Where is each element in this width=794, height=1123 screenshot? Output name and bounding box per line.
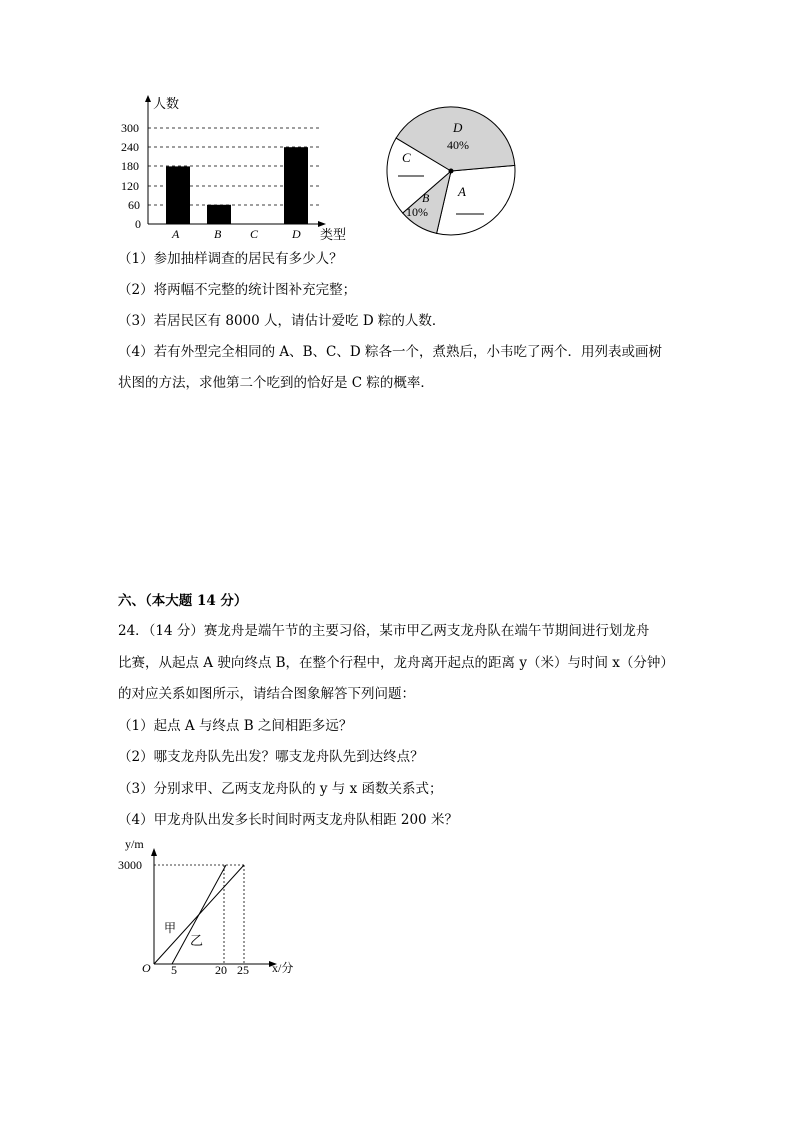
line-ytick-3000: 3000 [118,858,142,872]
line-y-axis-arrow [151,848,157,856]
bar-d [284,147,308,224]
q24-part1: （1）起点 A 与终点 B 之间相距多远？ [118,718,353,734]
cat-label-a: A [172,227,180,241]
series-label-jia: 甲 [164,921,177,935]
pie-center-dot [449,169,454,174]
q24-part3: （3）分别求甲、乙两支龙舟队的 y 与 x 函数关系式； [118,781,443,797]
pie-chart [386,104,520,238]
bar-ylabel: 人数 [153,96,180,111]
ytick-0: 0 [135,217,141,231]
q23-part3: （3）若居民区有 8000 人，请估计爱吃 D 粽的人数． [118,313,446,329]
origin-label: O [142,961,151,975]
xtick-25: 25 [237,963,249,977]
bar-xlabel: 类型 [320,227,347,242]
bar-a [166,166,190,224]
line-chart [112,836,312,982]
q23-part2: （2）将两幅不完整的统计图补充完整； [118,282,357,298]
ytick-300: 300 [121,121,139,135]
line-ylabel: y/m [125,837,144,851]
q24-part4: （4）甲龙舟队出发多长时间时两支龙舟队相距 200 米？ [118,812,458,828]
bar-y-axis-arrow [145,95,151,102]
pie-label-d: D [453,120,463,135]
pie-label-a: A [458,184,466,199]
pie-pct-b: 10% [406,205,428,219]
pie-pct-d: 40% [447,138,469,152]
cat-label-c: C [250,227,259,241]
ytick-240: 240 [121,140,139,154]
line-xlabel: x/分 [272,961,294,975]
bar-chart [112,92,362,244]
bar-b [207,205,231,224]
pie-label-c: C [402,150,411,165]
q23-part1: （1）参加抽样调查的居民有多少人？ [118,251,343,267]
q24-intro-line2: 比赛，从起点 A 驶向终点 B，在整个行程中，龙舟离开起点的距离 y（米）与时间 x（分钟） [118,655,674,671]
pie-label-b: B [422,191,430,205]
series-line-yi [172,865,226,964]
xtick-5: 5 [171,963,177,977]
q23-part4-line1: （4）若有外型完全相同的 A、B、C、D 粽各一个，煮熟后，小韦吃了两个．用列表或画树 [118,344,662,360]
ytick-60: 60 [128,198,140,212]
cat-label-b: B [214,227,222,241]
xtick-20: 20 [215,963,227,977]
ytick-180: 180 [121,159,139,173]
section-title: 六、（本大题 14 分） [118,593,248,609]
q24-intro-line3: 的对应关系如图所示，请结合图象解答下列问题： [118,686,415,702]
q24-part2: （2）哪支龙舟队先出发？哪支龙舟队先到达终点？ [118,749,424,765]
cat-label-d: D [292,227,301,241]
ytick-120: 120 [121,179,139,193]
q24-intro-line1: 24．（14 分）赛龙舟是端午节的主要习俗，某市甲乙两支龙舟队在端午节期间进行划龙舟 [118,623,650,639]
q23-part4-line2: 状图的方法，求他第二个吃到的恰好是 C 粽的概率． [118,375,434,391]
series-label-yi: 乙 [190,933,204,948]
